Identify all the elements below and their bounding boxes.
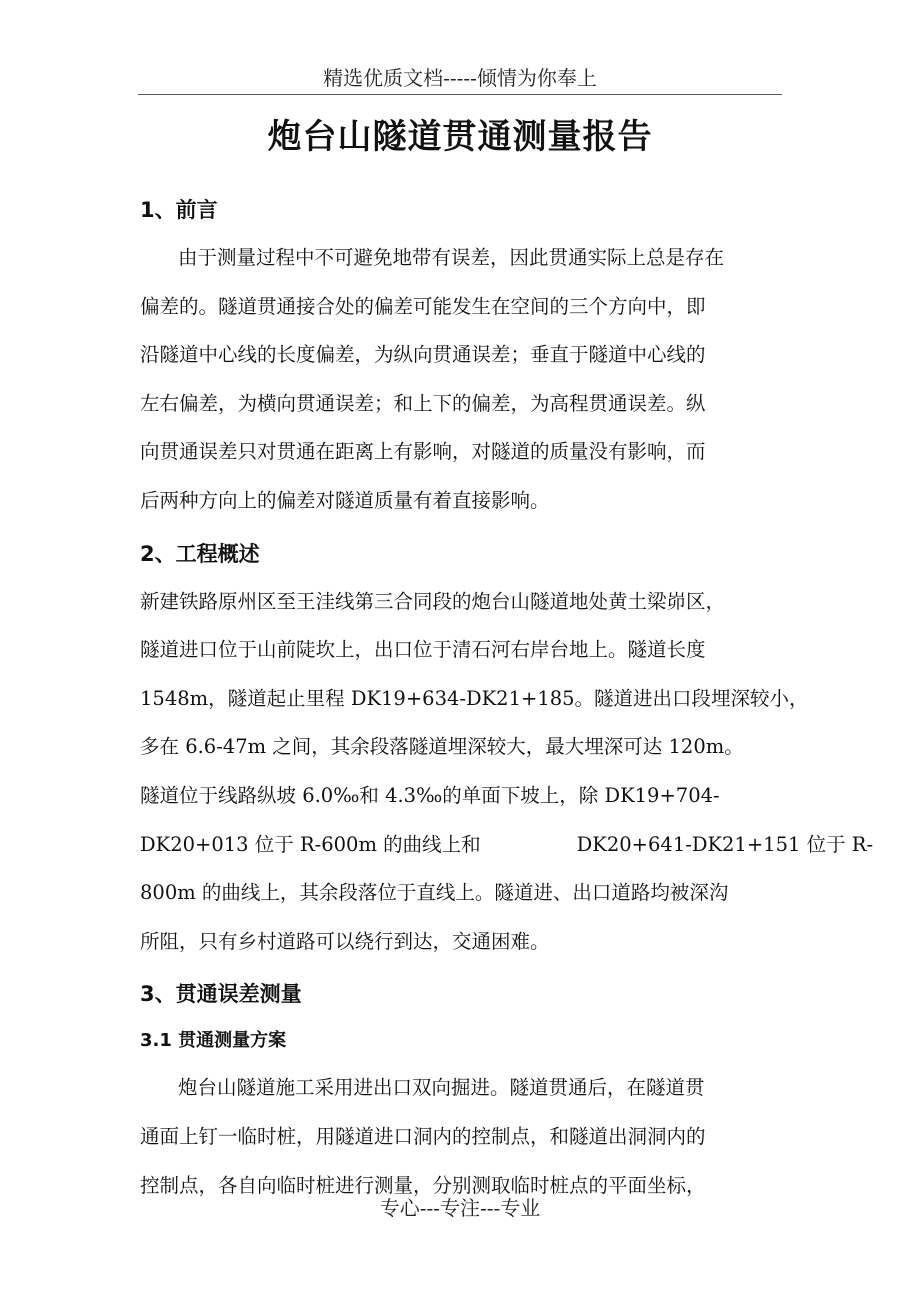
text-line: 沿隧道中心线的长度偏差，为纵向贯通误差；垂直于隧道中心线的	[140, 343, 706, 367]
text-segment: DK20+641-DK21+151 位于 R-	[576, 832, 874, 856]
text-line: 偏差的。隧道贯通接合处的偏差可能发生在空间的三个方向中，即	[140, 294, 706, 318]
text-line: 隧道进口位于山前陡坎上，出口位于清石河右岸台地上。隧道长度	[140, 638, 706, 662]
text-segment: DK20+013 位于 R-600m 的曲线上和	[140, 832, 481, 856]
page-footer: 专心---专注---专业	[379, 1196, 541, 1220]
text-line: 后两种方向上的偏差对隧道质量有着直接影响。	[140, 488, 550, 512]
section-heading: 3、贯通误差测量	[140, 982, 302, 1007]
subsection-heading: 3.1 贯通测量方案	[140, 1030, 287, 1052]
paragraph	[140, 578, 874, 967]
section-breakthrough-error	[140, 970, 782, 1210]
paragraph	[140, 234, 782, 526]
text-line: 左右偏差，为横向贯通误差；和上下的偏差，为高程贯通误差。纵	[140, 391, 706, 415]
page-header: 精选优质文档-----倾情为你奉上	[323, 66, 597, 90]
text-line: 新建铁路原州区至王洼线第三合同段的炮台山隧道地处黄土梁峁区，	[140, 589, 726, 613]
section-preface	[140, 186, 782, 526]
text-line: 1548m，隧道起止里程 DK19+634-DK21+185。隧道进出口段埋深较小，	[140, 686, 809, 710]
document-title: 炮台山隧道贯通测量报告	[267, 117, 653, 157]
text-line: 炮台山隧道施工采用进出口双向掘进。隧道贯通后，在隧道贯	[178, 1076, 705, 1100]
text-line: 控制点，各自向临时桩进行测量，分别测取临时桩点的平面坐标，	[140, 1173, 706, 1197]
paragraph	[140, 1064, 782, 1210]
document-body	[140, 186, 874, 1210]
text-line	[140, 821, 874, 870]
text-line: 多在 6.6-47m 之间，其余段落隧道埋深较大，最大埋深可达 120m。	[140, 735, 744, 759]
text-line: 由于测量过程中不可避免地带有误差，因此贯通实际上总是存在	[178, 246, 725, 269]
text-line: 向贯通误差只对贯通在距离上有影响，对隧道的质量没有影响，而	[140, 440, 706, 464]
header-divider	[138, 94, 782, 95]
section-heading: 1、前言	[140, 198, 218, 222]
text-line: 隧道位于线路纵坡 6.0‰和 4.3‰的单面下坡上，除 DK19+704-	[140, 783, 720, 807]
text-line: 800m 的曲线上，其余段落位于直线上。隧道进、出口道路均被深沟	[140, 881, 729, 905]
section-heading: 2、工程概述	[140, 541, 260, 566]
text-line: 所阻，只有乡村道路可以绕行到达，交通困难。	[140, 929, 550, 953]
text-line: 通面上钉一临时桩，用隧道进口洞内的控制点，和隧道出洞洞内的	[140, 1124, 706, 1148]
section-overview	[140, 530, 874, 967]
